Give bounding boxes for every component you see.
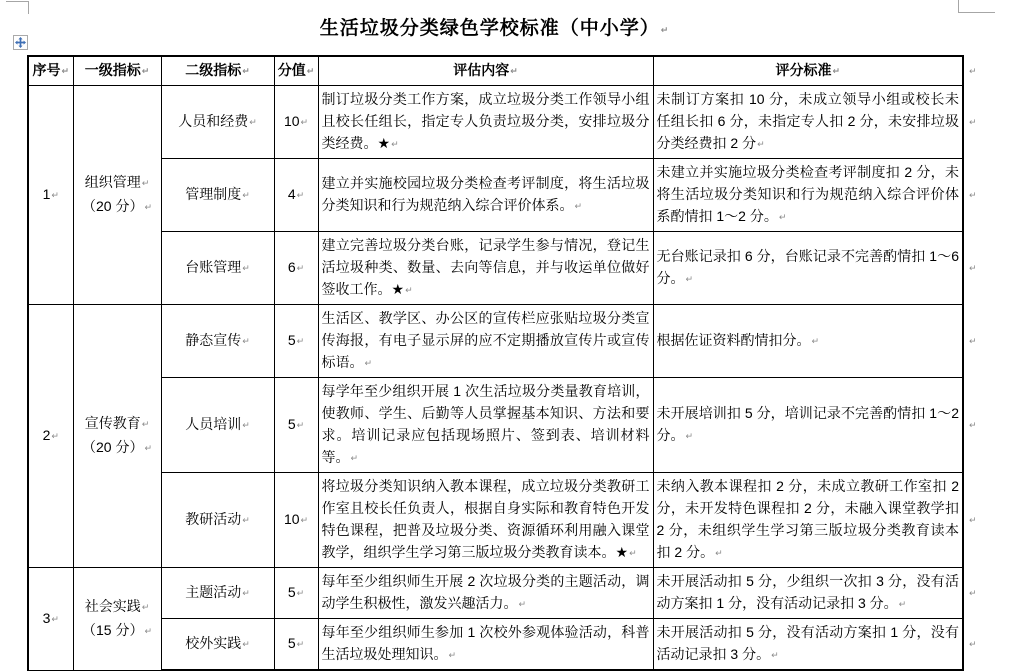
row-end-mark: ↵ — [969, 640, 977, 651]
table-row — [28, 473, 981, 568]
row-end-mark: ↵ — [969, 337, 977, 347]
cell-end-mark: ↵ — [300, 516, 309, 526]
cell-level2-indicator: 教研活动↵ — [161, 473, 274, 568]
cell-end-mark: ↵ — [141, 67, 150, 77]
cell-end-mark: ↵ — [364, 359, 373, 369]
row-end-mark: ↵ — [969, 264, 977, 274]
cell-end-mark: ↵ — [296, 421, 305, 431]
table-row — [28, 86, 981, 159]
col-header-score: 分值↵ — [274, 56, 318, 86]
document-title — [27, 13, 962, 40]
row-end-mark: ↵ — [969, 191, 977, 201]
cell-end-mark: ↵ — [242, 264, 250, 274]
cell-end-mark: ↵ — [448, 651, 457, 661]
cell-end-mark: ↵ — [391, 140, 399, 150]
cell-end-mark: ↵ — [832, 67, 841, 77]
cell-level1-indicator: 组织管理↵ （20 分）↵ — [73, 86, 161, 305]
cell-end-mark: ↵ — [296, 191, 305, 201]
cell-end-mark: ↵ — [510, 67, 518, 77]
cell-score: 10↵ — [274, 86, 318, 159]
cell-criteria: 未开展培训扣 5 分，培训记录不完善酌情扣 1～2 分。↵ — [653, 378, 963, 473]
cell-end-mark: ↵ — [778, 213, 787, 223]
text-boundary-mark-top-right — [958, 0, 995, 13]
cell-criteria: 根据佐证资料酌情扣分。↵ — [653, 305, 963, 378]
cell-content: 建立并实施校园垃圾分类检查考评制度，将生活垃圾分类知识和行为规范纳入综合评价体系。↵ — [318, 159, 653, 232]
cell-end-mark: ↵ — [296, 264, 305, 274]
cell-criteria: 未开展活动扣 5 分，少组织一次扣 3 分，没有活动方案扣 1 分，没有活动记录扣 3 分。↵ — [653, 568, 963, 619]
cell-end-mark: ↵ — [629, 549, 637, 559]
cell-end-mark: ↵ — [574, 202, 583, 212]
cell-level2-indicator: 校外实践↵ — [161, 619, 274, 671]
cell-content: 将垃圾分类知识纳入教本课程，成立垃圾分类教研工作室且校长任负责人，根据自身实际和教育特色开发特色课程，把普及垃圾分类、资源循环利用融入课堂教学，组织学生学习第三版垃圾分类教育读本。★↵ — [318, 473, 653, 568]
cell-score: 10↵ — [274, 473, 318, 568]
col-header-level2: 二级指标↵ — [161, 56, 274, 86]
paragraph-end-mark: ↵ — [660, 26, 670, 36]
cell-criteria: 未建立并实施垃圾分类检查考评制度扣 2 分，未将生活垃圾分类知识和行为规范纳入综合评价体系酌情扣 1～2 分。↵ — [653, 159, 963, 232]
cell-content: 建立完善垃圾分类台账，记录学生参与情况，登记生活垃圾种类、数量、去向等信息，并与收运单位做好签收工作。★↵ — [318, 232, 653, 305]
row-end-mark: ↵ — [969, 516, 977, 526]
line-end-mark: ↵ — [141, 420, 150, 430]
cell-level2-indicator: 静态宣传↵ — [161, 305, 274, 378]
cell-score: 5↵ — [274, 305, 318, 378]
table-row — [28, 159, 981, 232]
table-move-handle[interactable] — [13, 35, 28, 50]
table-row — [28, 232, 981, 305]
cell-end-mark: ↵ — [144, 626, 152, 637]
table-row — [28, 378, 981, 473]
table-row — [28, 619, 981, 671]
cell-no: 2↵ — [28, 305, 73, 568]
cell-end-mark: ↵ — [405, 286, 413, 296]
cell-end-mark: ↵ — [242, 67, 250, 77]
col-header-no: 序号↵ — [28, 56, 73, 86]
cell-end-mark: ↵ — [242, 337, 250, 347]
cell-level1-indicator: 宣传教育↵ （20 分）↵ — [73, 305, 161, 568]
move-arrows-icon — [15, 37, 26, 48]
table-row — [28, 305, 981, 378]
line-end-mark: ↵ — [141, 602, 150, 613]
cell-end-mark: ↵ — [350, 454, 359, 464]
cell-end-mark: ↵ — [296, 337, 305, 347]
cell-end-mark: ↵ — [61, 67, 70, 77]
line-end-mark: ↵ — [141, 179, 150, 189]
row-end-mark: ↵ — [969, 66, 977, 77]
cell-end-mark: ↵ — [144, 444, 152, 454]
row-end-mark: ↵ — [969, 589, 977, 599]
standards-table — [27, 55, 982, 671]
col-header-criteria: 评分标准↵ — [653, 56, 963, 86]
cell-level2-indicator: 主题活动↵ — [161, 568, 274, 619]
cell-end-mark: ↵ — [898, 600, 907, 610]
cell-criteria: 无台账记录扣 6 分，台账记录不完善酌情扣 1～6 分。↵ — [653, 232, 963, 305]
document-title-text: 生活垃圾分类绿色学校标准（中小学） — [319, 18, 660, 39]
cell-score: 5↵ — [274, 378, 318, 473]
row-end-mark: ↵ — [969, 118, 977, 128]
cell-end-mark: ↵ — [242, 589, 250, 599]
cell-content: 每年至少组织师生参加 1 次校外参观体验活动，科普生活垃圾处理知识。↵ — [318, 619, 653, 671]
cell-end-mark: ↵ — [306, 67, 315, 77]
cell-level1-indicator: 社会实践↵ （15 分）↵ — [73, 568, 161, 671]
cell-level2-indicator: 管理制度↵ — [161, 159, 274, 232]
cell-end-mark: ↵ — [242, 640, 250, 650]
cell-score: 5↵ — [274, 568, 318, 619]
cell-criteria: 未纳入教本课程扣 2 分，未成立教研工作室扣 2 分，未开发特色课程扣 2 分，未融入课堂教学扣 2 分，未组织学生学习第三版垃圾分类教育读本扣 2 分。↵ — [653, 473, 963, 568]
cell-end-mark: ↵ — [811, 337, 820, 347]
cell-end-mark: ↵ — [242, 421, 250, 431]
row-end-mark: ↵ — [969, 421, 977, 431]
cell-level2-indicator: 人员和经费↵ — [161, 86, 274, 159]
cell-level2-indicator: 人员培训↵ — [161, 378, 274, 473]
cell-end-mark: ↵ — [715, 549, 723, 559]
cell-end-mark: ↵ — [51, 614, 59, 625]
cell-end-mark: ↵ — [242, 516, 250, 526]
cell-end-mark: ↵ — [685, 432, 694, 442]
col-header-level1: 一级指标↵ — [73, 56, 161, 86]
header-row — [28, 56, 981, 86]
cell-no: 1↵ — [28, 86, 73, 305]
cell-score: 4↵ — [274, 159, 318, 232]
cell-criteria: 未制订方案扣 10 分，未成立领导小组或校长未任组长扣 6 分，未指定专人扣 2 分，未安排垃圾分类经费扣 2 分↵ — [653, 86, 963, 159]
table-row — [28, 568, 981, 619]
cell-score: 5↵ — [274, 619, 318, 671]
cell-content: 生活区、教学区、办公区的宣传栏应张贴垃圾分类宣传海报，有电子显示屏的应不定期播放宣传片或宣传标语。↵ — [318, 305, 653, 378]
cell-content: 每年至少组织师生开展 2 次垃圾分类的主题活动，调动学生积极性，激发兴趣活力。↵ — [318, 568, 653, 619]
cell-end-mark: ↵ — [300, 118, 309, 128]
cell-content: 制订垃圾分类工作方案，成立垃圾分类工作领导小组且校长任组长，指定专人负责垃圾分类，安排垃圾分类经费。★↵ — [318, 86, 653, 159]
cell-end-mark: ↵ — [296, 640, 305, 650]
cell-end-mark: ↵ — [249, 118, 257, 128]
cell-end-mark: ↵ — [144, 203, 152, 213]
text-boundary-mark-top-left — [6, 1, 29, 14]
col-header-content: 评估内容↵ — [318, 56, 653, 86]
cell-end-mark: ↵ — [757, 140, 765, 150]
cell-score: 6↵ — [274, 232, 318, 305]
cell-end-mark: ↵ — [685, 275, 694, 285]
cell-no: 3↵ — [28, 568, 73, 671]
cell-end-mark: ↵ — [242, 191, 250, 201]
cell-criteria: 未开展活动扣 5 分，没有活动方案扣 1 分，没有活动记录扣 3 分。↵ — [653, 619, 963, 671]
cell-end-mark: ↵ — [771, 651, 779, 661]
cell-end-mark: ↵ — [51, 191, 59, 201]
cell-end-mark: ↵ — [518, 600, 527, 610]
cell-end-mark: ↵ — [51, 432, 59, 442]
cell-content: 每学年至少组织开展 1 次生活垃圾分类量教育培训，使教师、学生、后勤等人员掌握基本知识、方法和要求。培训记录应包括现场照片、签到表、培训材料等。↵ — [318, 378, 653, 473]
cell-end-mark: ↵ — [296, 589, 305, 599]
cell-level2-indicator: 台账管理↵ — [161, 232, 274, 305]
